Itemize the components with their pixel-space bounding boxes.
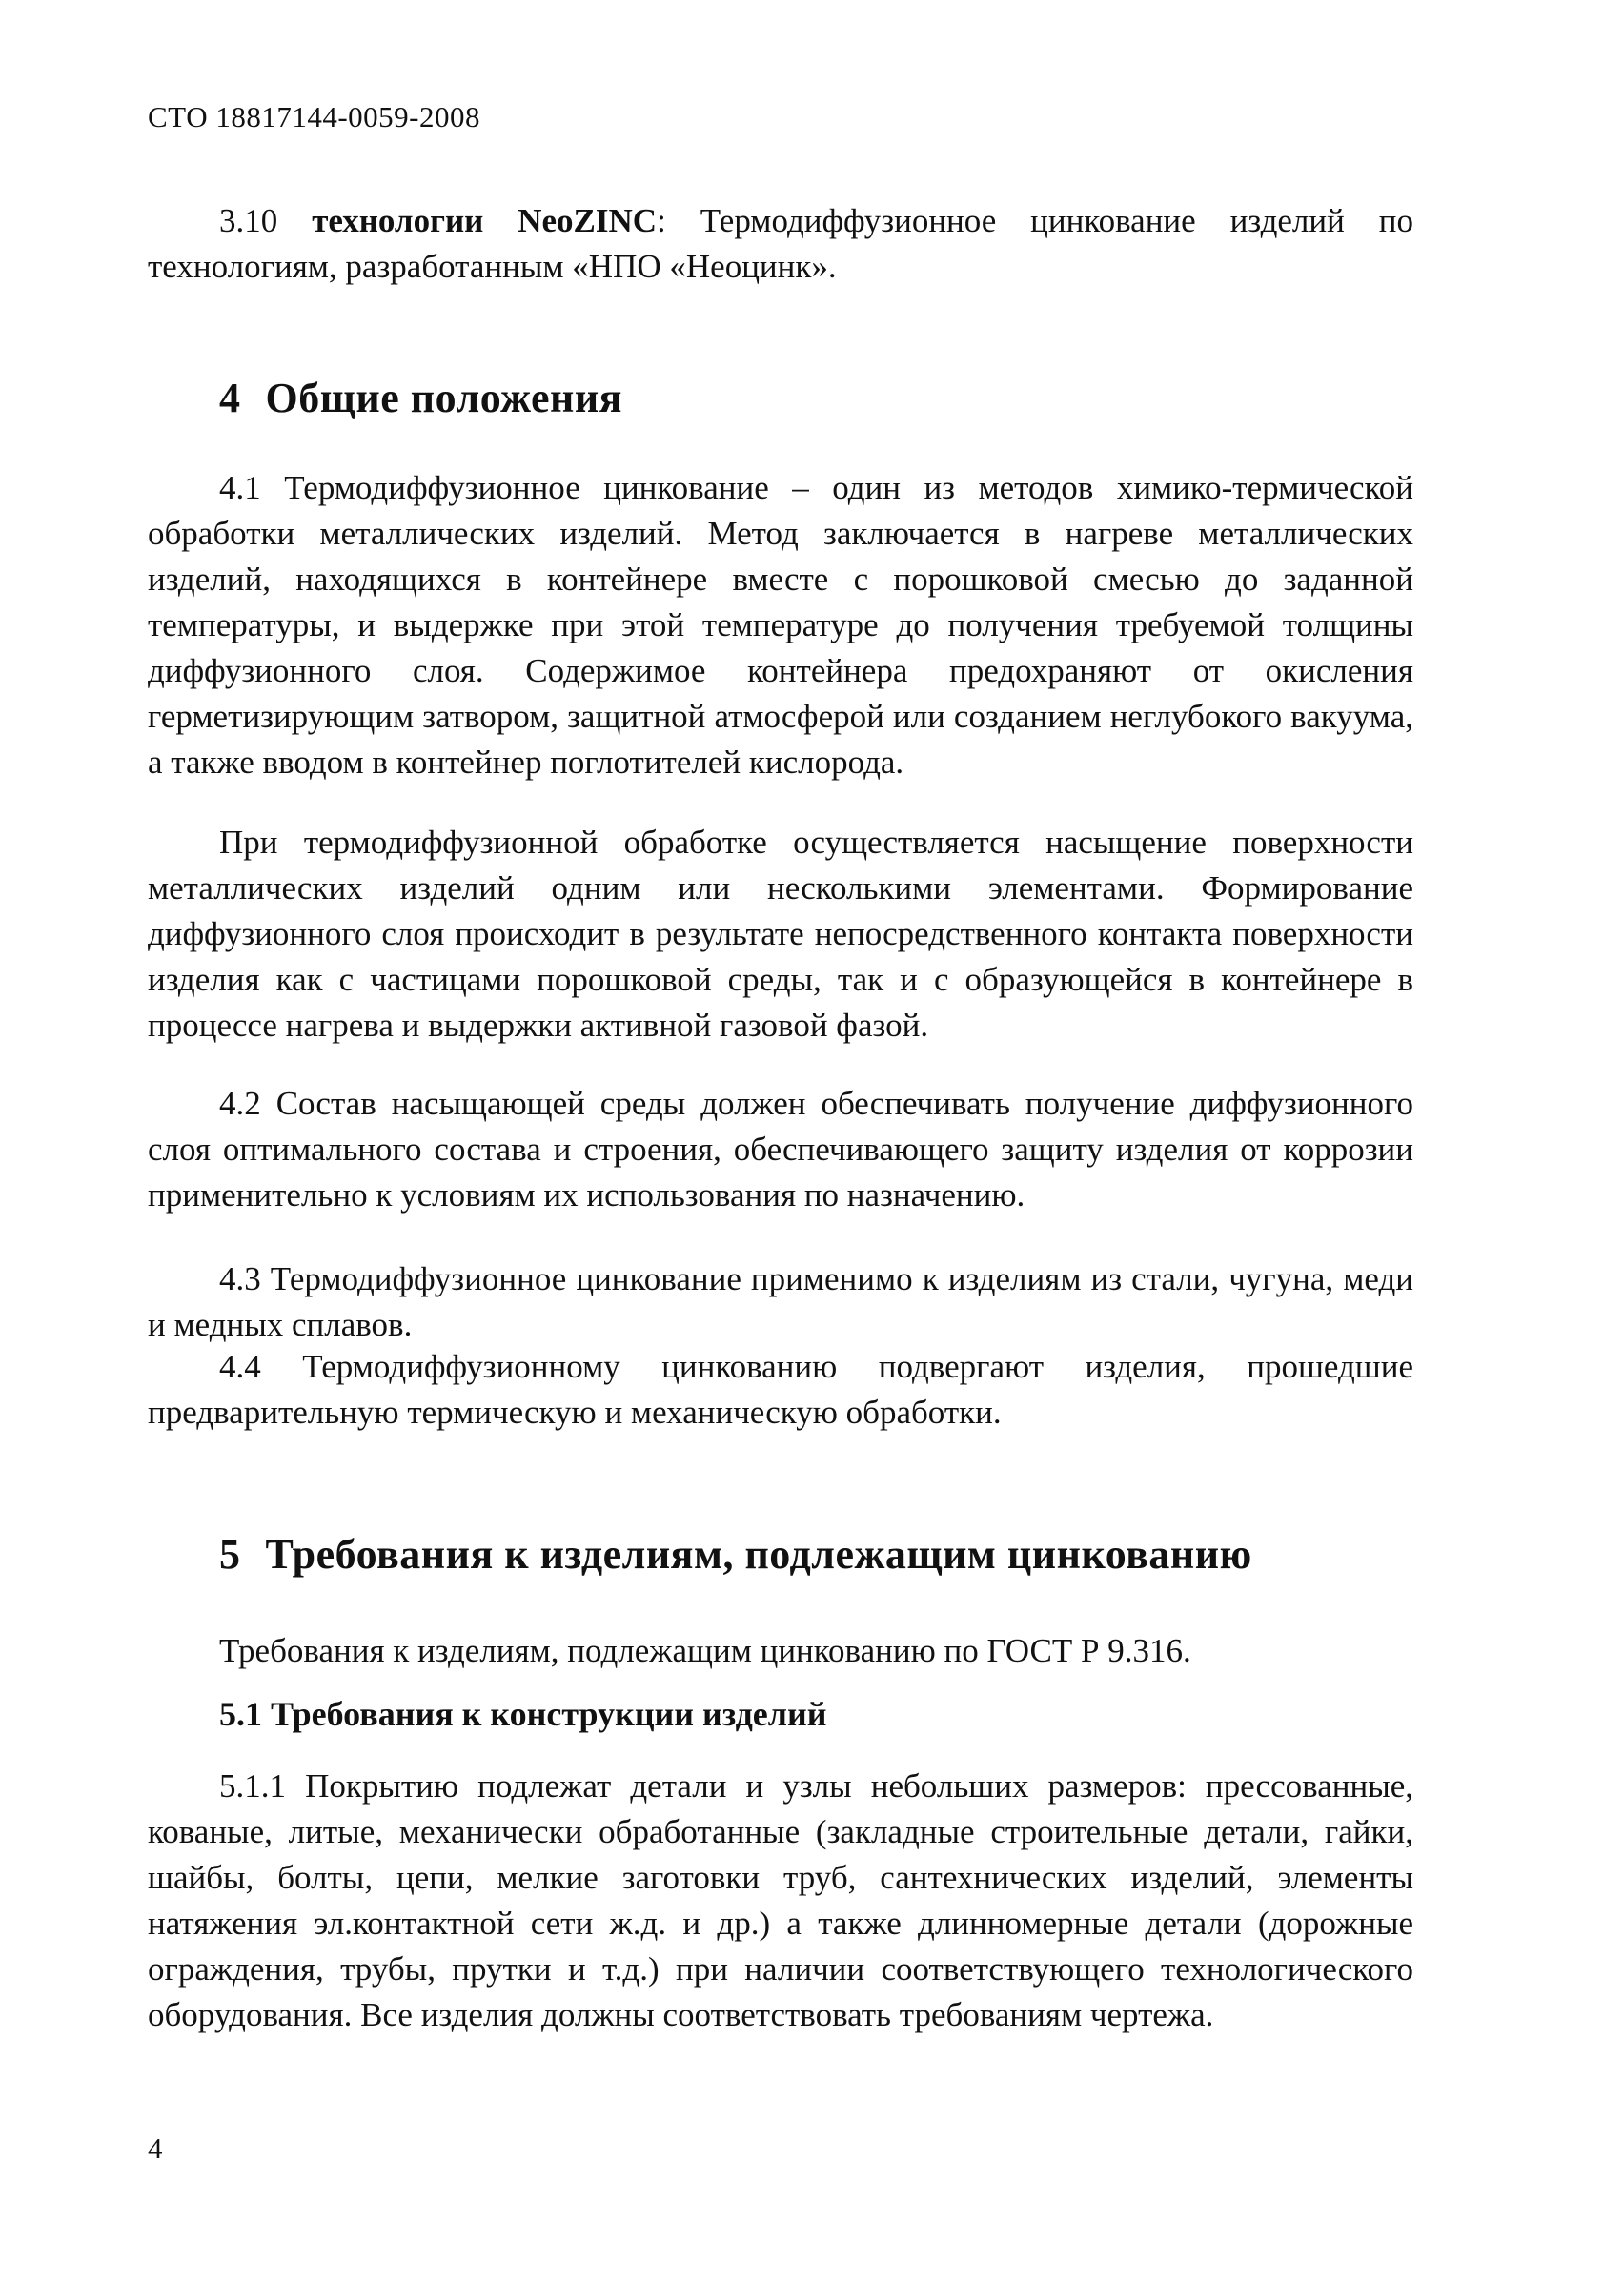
paragraph-4-1: 4.1 Термодиффузионное цинкование – один из методов химико-термической обработки металлических изделий. Метод заключается в нагреве металлических изделий, находящихся в контейнере вместе с порошковой смесью до заданной температуры, и выдержке при этой температуре до получения требуемой толщины диффузионного слоя. Содержимое контейнера предохраняют от окисления герметизирующим затвором, защитной атмосферой или созданием неглубокого вакуума, а также вводом в контейнер поглотителей кислорода. — [148, 469, 1413, 781]
section-number: 4 — [219, 375, 241, 421]
paragraph-4-2: 4.2 Состав насыщающей среды должен обеспечивать получение диффузионного слоя оптимального состава и строения, обеспечивающего защиту изделия от коррозии применительно к условиям их использования по назначению. — [148, 1085, 1413, 1214]
paragraph-4-4: 4.4 Термодиффузионному цинкованию подвергают изделия, прошедшие предварительную термическую и механическую обработки. — [148, 1348, 1413, 1431]
clause-number: 3.10 — [219, 202, 278, 239]
section-4-heading — [219, 374, 622, 422]
page-number: 4 — [148, 2132, 163, 2165]
clause-3-10 — [148, 198, 1413, 290]
clause-definition: : Термодиффузионное цинкование изделий по технологиям, разработанным «НПО «Неоцинк». — [148, 202, 1414, 285]
section-5-intro: Требования к изделиям, подлежащим цинкованию по ГОСТ Р 9.316. — [219, 1632, 1191, 1669]
section-title: Требования к изделиям, подлежащим цинкованию — [265, 1531, 1252, 1578]
section-5-heading — [219, 1530, 1252, 1579]
document-code: СТО 18817144-0059-2008 — [148, 100, 480, 133]
paragraph-5-1-1: 5.1.1 Покрытию подлежат детали и узлы небольших размеров: прессованные, кованые, литые, механически обработанные (закладные строительные детали, гайки, шайбы, болты, цепи, мелкие заготовки труб, сантехнических изделий, элементы натяжения эл.контактной сети ж.д. и др.) а также длинномерные детали (дорожные ограждения, трубы, прутки и т.д.) при наличии соответствующего технологического оборудования. Все изделия должны соответствовать требованиям чертежа. — [148, 1767, 1413, 2033]
section-title: Общие положения — [265, 375, 622, 421]
clause-term: технологии NeoZINC — [312, 202, 658, 239]
section-number: 5 — [219, 1531, 241, 1578]
paragraph-4-1-continued: При термодиффузионной обработке осуществляется насыщение поверхности металлических изделий одним или несколькими элементами. Формирование диффузионного слоя происходит в результате непосредственного контакта поверхности изделия как с частицами порошковой среды, так и с образующейся в контейнере в процессе нагрева и выдержки активной газовой фазой. — [148, 824, 1413, 1044]
subsection-5-1-heading: 5.1 Требования к конструкции изделий — [219, 1695, 827, 1733]
paragraph-4-3: 4.3 Термодиффузионное цинкование применимо к изделиям из стали, чугуна, меди и медных сплавов. — [148, 1260, 1413, 1343]
